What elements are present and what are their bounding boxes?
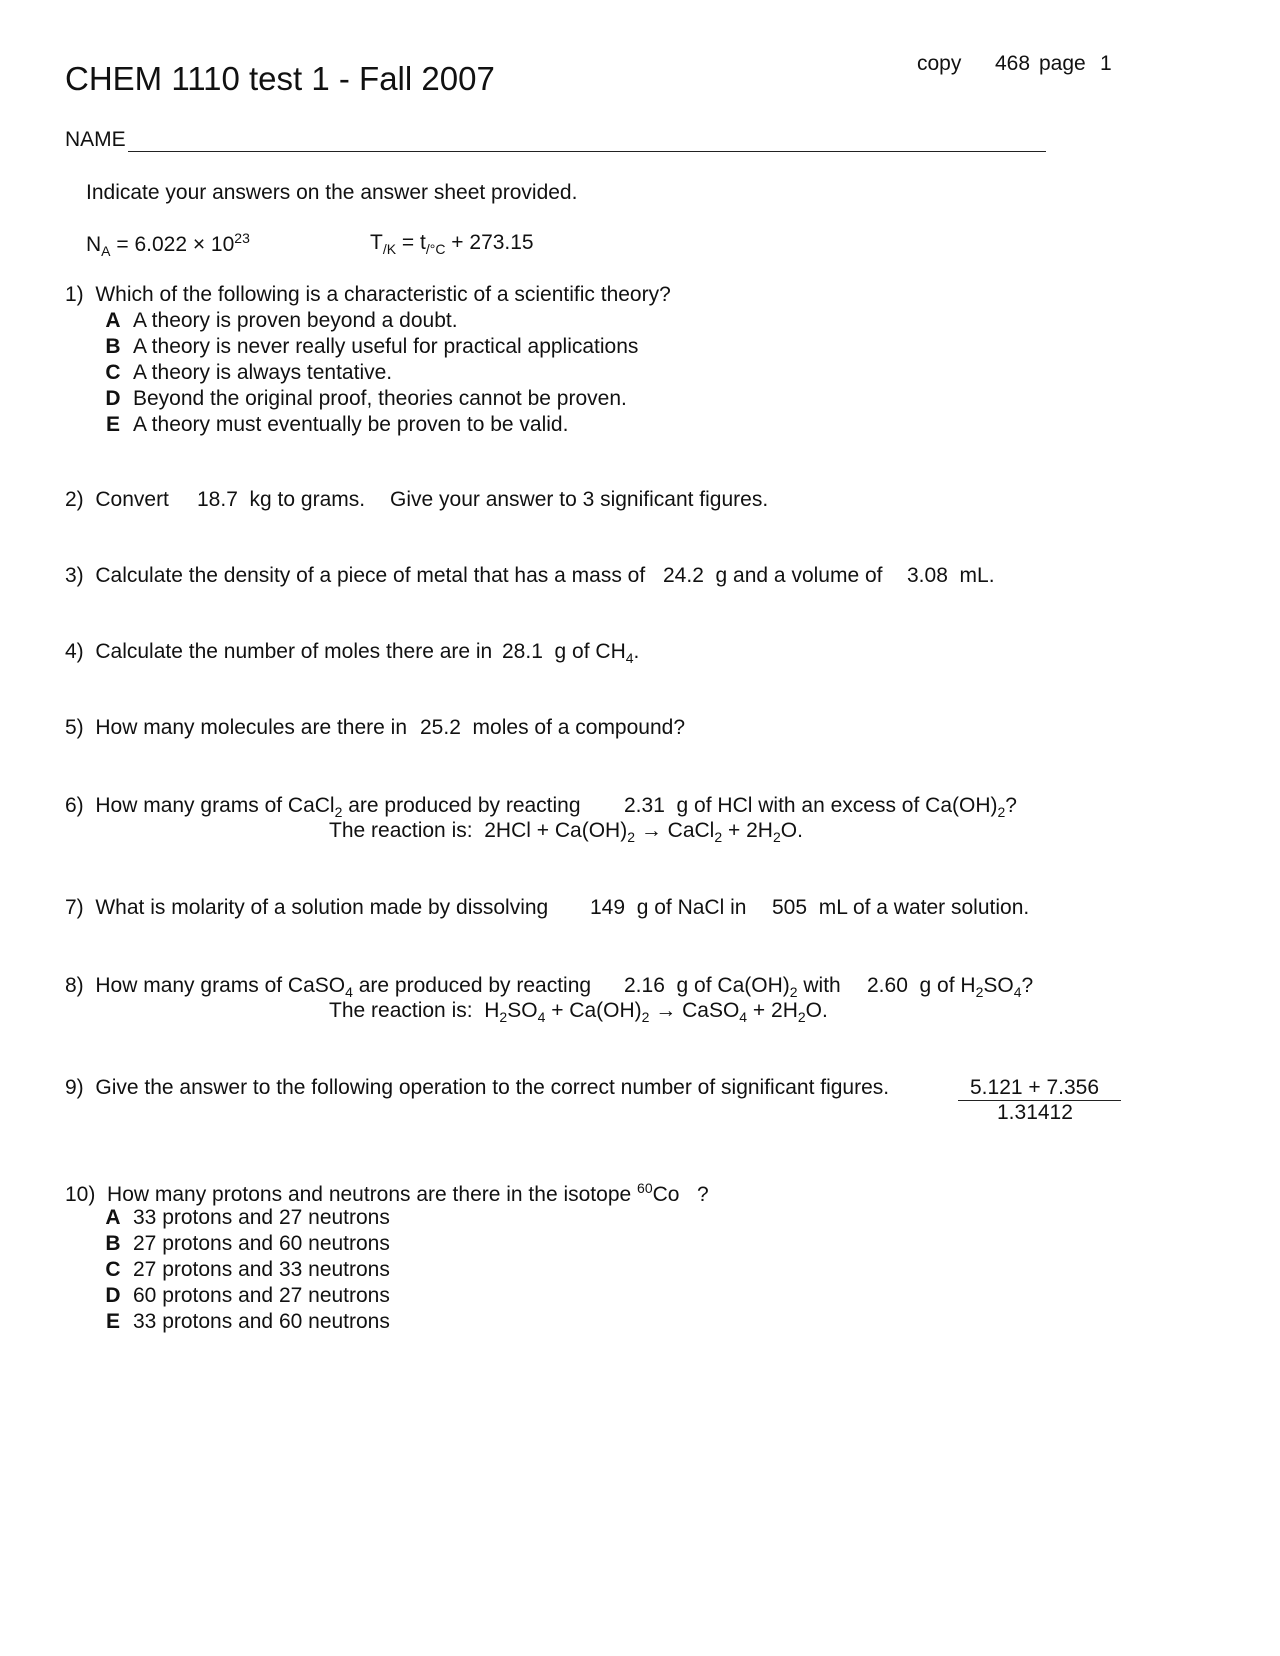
option-10c[interactable]: C 27 protons and 33 neutrons [105,1258,390,1281]
option-10e[interactable]: E 33 protons and 60 neutrons [105,1310,390,1333]
question-6-reaction: The reaction is: $2HCl + Ca(OH)_2$ → CaCl$_2$ + $2H_2O$. [329,819,803,846]
page-label: page [1039,52,1086,75]
question-1-options [93,308,638,438]
question-8: 8) How many grams of CaSO$_4$ are produced by reacting [65,974,592,1001]
temperature-conversion: $T_{/K} = t_{/^\circ C} + 273.15$ [370,231,534,258]
question-3-volume: 3.08 mL. [907,564,995,587]
question-8-reaction: The reaction is: $H_2SO_4 + Ca(OH)_2$ → CaSO$_4$ + $2H_2O$. [329,999,828,1026]
question-1: 1) Which of the following is a characteristic of a scientific theory? [65,283,671,306]
question-6: 6) How many grams of CaCl$_2$ are produced by reacting [65,794,581,821]
option-10a[interactable]: A 33 protons and 27 neutrons [105,1206,390,1229]
page-title: CHEM 1110 test 1 - Fall 2007 [65,60,495,97]
avogadro-constant: $N_A = 6.022 \times 10^{23}$ [86,230,250,260]
option-10b[interactable]: B 27 protons and 60 neutrons [105,1232,390,1255]
question-8-value-2: 2.60 g of $H_2SO_4$? [867,974,1034,1001]
question-5: 5) How many molecules are there in [65,716,407,739]
question-3-mass: 24.2 g and a volume of [663,564,883,587]
question-2-instruction: Give your answer to 3 significant figures. [390,488,769,511]
question-9: 9) Give the answer to the following operation to the correct number of significant figures. [65,1076,890,1099]
question-10-options [93,1205,390,1335]
option-1e[interactable]: E A theory must eventually be proven to be valid. [105,413,569,436]
question-2-value: 18.7 kg to grams. [197,488,366,511]
instructions: Indicate your answers on the answer sheet provided. [86,181,578,204]
question-2: 2) Convert [65,488,169,511]
question-3: 3) Calculate the density of a piece of metal that has a mass of [65,564,646,587]
question-10: 10) How many protons and neutrons are there in the isotope $^{60}$Co ? [65,1180,709,1206]
name-field-line[interactable] [128,151,1046,152]
question-5-value: 25.2 moles of a compound? [420,716,686,739]
option-1a[interactable]: A A theory is proven beyond a doubt. [105,309,458,332]
copy-number: 468 [995,52,1031,75]
name-label: NAME [65,128,126,151]
option-1b[interactable]: B A theory is never really useful for practical applications [105,335,639,358]
question-7-mass: 149 g of NaCl in [590,896,747,919]
question-9-denominator: 1.31412 [997,1101,1073,1124]
question-9-numerator: 5.121 + 7.356 [958,1076,1121,1100]
page-number: 1 [1100,52,1112,75]
question-4: 4) Calculate the number of moles there are in [65,640,493,663]
question-6-value: 2.31 g of HCl with an excess of $Ca(OH)_2$? [624,794,1017,821]
option-10d[interactable]: D 60 protons and 27 neutrons [105,1284,390,1307]
question-7: 7) What is molarity of a solution made by dissolving [65,896,549,919]
option-1d[interactable]: D Beyond the original proof, theories cannot be proven. [105,387,627,410]
question-8-value-1: 2.16 g of $Ca(OH)_2$ with [624,974,841,1001]
question-4-value: 28.1 g of $CH_4$. [502,640,640,667]
option-1c[interactable]: C A theory is always tentative. [105,361,393,384]
question-7-volume: 505 mL of a water solution. [772,896,1030,919]
copy-label: copy [917,52,962,75]
